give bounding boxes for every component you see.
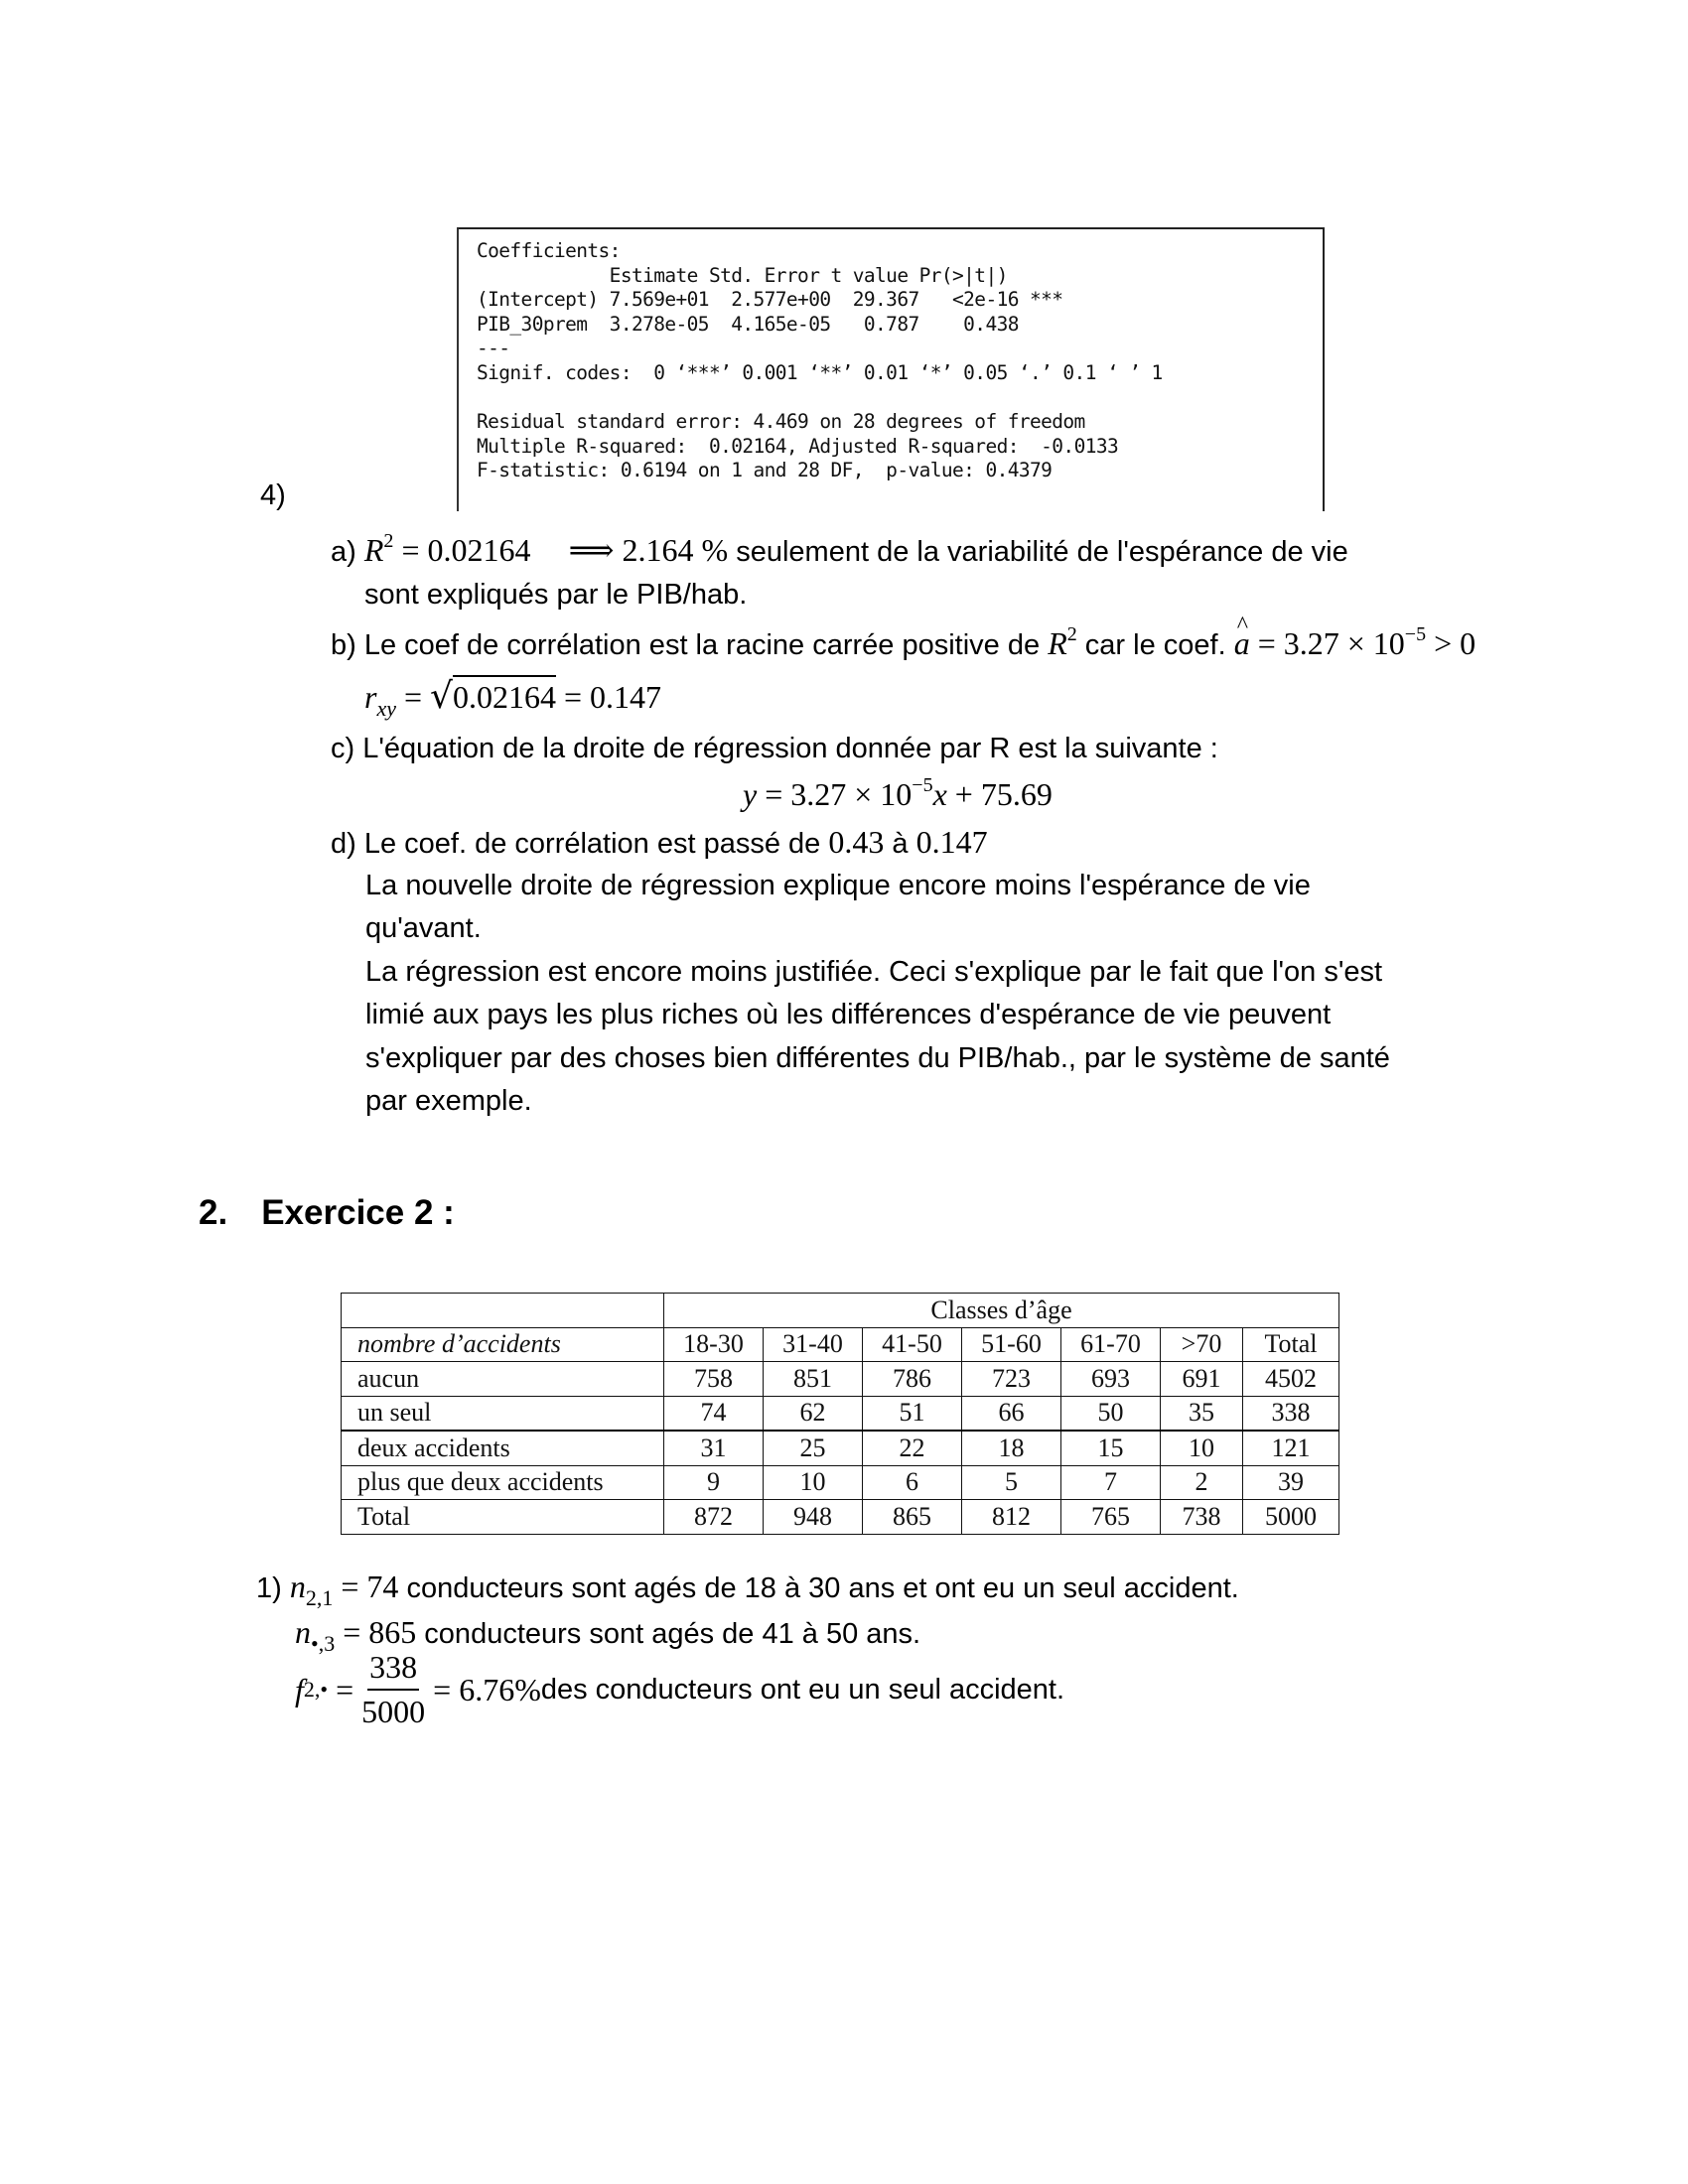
answer-b-label: b)	[331, 629, 356, 661]
regression-equation: $y = 3.27 \times 10^{-5}x + 75.69$	[743, 774, 1053, 812]
exercise2-answer-1: 1) $n_{2,1} = 74$ conducteurs sont agés de 18 à 30 ans et ont eu un seul accident.	[256, 1569, 1239, 1610]
section-number: 2.	[199, 1193, 228, 1232]
answer-d-label: d)	[331, 828, 356, 860]
r-regression-output	[457, 227, 1325, 511]
question-number-4: 4)	[260, 479, 286, 511]
answer-d-line-2: qu'avant.	[365, 912, 482, 944]
answer-d-line-3: La régression est encore moins justifiée. Ceci s'explique par le fait que l'on s'est	[365, 956, 1383, 988]
answer-d-line-4: limié aux pays les plus riches où les différences d'espérance de vie peuvent	[365, 999, 1332, 1030]
exercise2-answer-2: $n_{•,3} = 865$ conducteurs sont agés de 41 à 50 ans.	[295, 1614, 921, 1656]
answer-b: b) Le coef de corrélation est la racine carrée positive de $R^2$ car le coef. ^ $a = 3.27 \times 10^{-5} > 0$	[331, 627, 1476, 660]
table-header-row	[342, 1327, 1339, 1362]
section-heading-exercise-2	[199, 1193, 455, 1233]
r-output-text: Coefficients: Estimate Std. Error t value Pr(>|t|) (Intercept) 7.569e+01 2.577e+00 29.367 <2e-16 *** PIB_30prem 3.278e-05 4.165e-05 0.787 0.438 --- Signif. codes: 0 ‘***’ 0.001 ‘**’ 0.01 ‘*’ 0.05 ‘.’ 0.1 ‘ ’ 1 Residual standard error: 4.469 on 28 degrees of freedom Multiple R-squared: 0.02164, Adjusted R-squared: -0.0133 F-statistic: 0.6194 on 1 and 28 DF, p-value: 0.4379	[477, 239, 1163, 482]
sqrt-symbol: √0.02164	[430, 676, 556, 717]
answer-d-line-6: par exemple.	[365, 1085, 532, 1117]
fraction: $\frac{338}{5000}$	[361, 1649, 426, 1730]
exercise2-answer-3: f 2,• = $\frac{338}{5000}$ = 6.76% des conducteurs ont eu un seul accident.	[295, 1649, 1065, 1730]
answer-a: a) $R^2 = 0.02164$ ⟹ 2.164 % seulement de la variabilité de l'espérance de vie	[331, 530, 1348, 568]
answer-d-line-5: s'expliquer par des choses bien différentes du PIB/hab., par le système de santé	[365, 1042, 1390, 1074]
answer-d: d) Le coef. de corrélation est passé de 0.43 à 0.147	[331, 824, 988, 860]
table-row: plus que deux accidents 9 10 6 5 7 2 39	[342, 1465, 1339, 1500]
table-row: aucun 758 851 786 723 693 691 4502	[342, 1362, 1339, 1397]
group-header-age-classes: Classes d’âge	[664, 1294, 1339, 1328]
section-title: Exercice 2 :	[261, 1193, 455, 1232]
a-hat-symbol: ^ a	[1234, 627, 1250, 659]
column-header: 31-40	[764, 1327, 863, 1362]
answer-1-label: 1)	[256, 1572, 282, 1604]
answer-d-line-1: La nouvelle droite de régression explique encore moins l'espérance de vie	[365, 870, 1311, 901]
table-row: un seul 74 62 51 66 50 35 338	[342, 1396, 1339, 1431]
column-header: 41-50	[863, 1327, 962, 1362]
column-header: >70	[1161, 1327, 1243, 1362]
column-header: Total	[1243, 1327, 1339, 1362]
accidents-by-age-table	[341, 1293, 1339, 1535]
column-header: 51-60	[962, 1327, 1061, 1362]
answer-c: c) L'équation de la droite de régression donnée par R est la suivante :	[331, 733, 1218, 764]
answer-a-label: a)	[331, 536, 356, 568]
row-header: nombre d’accidents	[342, 1327, 664, 1362]
column-header: 61-70	[1061, 1327, 1161, 1362]
table-row-total: Total 872 948 865 812 765 738 5000	[342, 1500, 1339, 1535]
table-group-header-row	[342, 1294, 1339, 1328]
answer-c-label: c)	[331, 733, 355, 764]
column-header: 18-30	[664, 1327, 764, 1362]
answer-a-continued: sont expliqués par le PIB/hab.	[364, 579, 748, 611]
correlation-formula: $r_{xy} = √0.02164 = 0.147$	[364, 676, 662, 721]
table-row: deux accidents 31 25 22 18 15 10 121	[342, 1431, 1339, 1465]
implies-arrow: ⟹	[568, 532, 615, 568]
